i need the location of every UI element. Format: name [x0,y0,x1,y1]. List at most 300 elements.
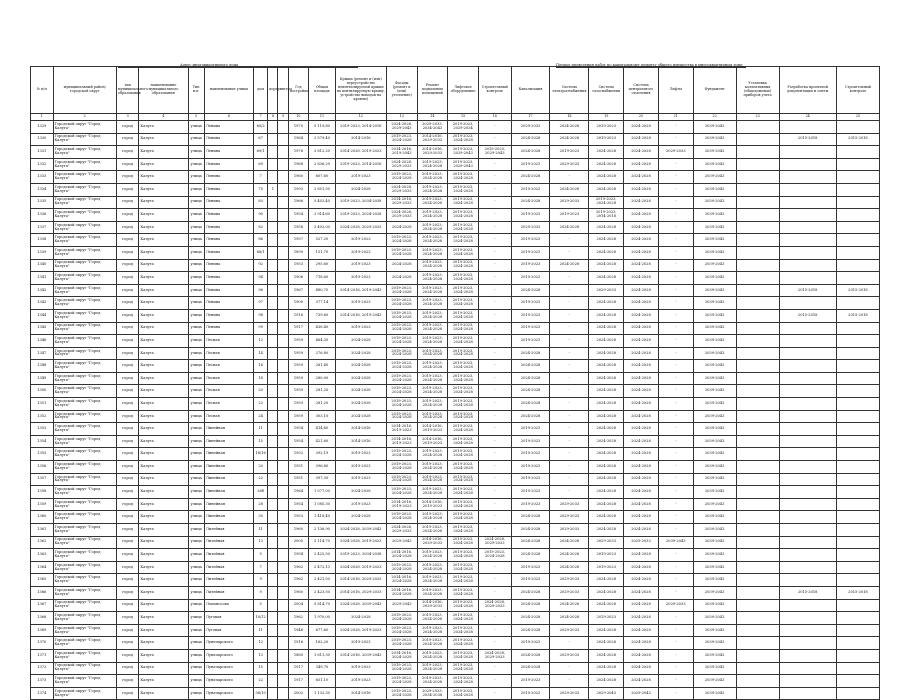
table-row [31,246,880,259]
table-cell: 1351 [31,398,54,411]
table-cell: - [478,309,511,322]
table-cell [736,574,779,587]
table-cell: 2019-2023, 2024-2028 [386,246,417,259]
table-cell: 1361 [31,524,54,537]
table-cell: Ленина [204,183,253,196]
table-cell: 15 [253,435,267,448]
table-cell [278,624,288,637]
table-cell [278,687,288,700]
table-cell [779,196,836,209]
table-cell: 2024-2028 [624,246,659,259]
table-cell [836,335,879,348]
table-cell: 2015-2018 [779,309,836,322]
table-cell: 2024-2028 [589,524,624,537]
column-header: тип муниципального образования [116,67,139,114]
table-cell: Линейная [204,423,253,436]
address-group-label: Адрес многоквартирного дома [180,63,239,67]
table-cell: город [116,624,139,637]
table-row [31,574,880,587]
table-cell: 2 851,50 [309,183,336,196]
table-cell [836,662,879,675]
table-cell: 1 970,00 [309,612,336,625]
table-cell: 2039-2043 [693,435,736,448]
table-cell: - [478,196,511,209]
table-row [31,360,880,373]
table-cell: 2039-2043 [693,297,736,310]
table-cell: 2029-2033 [550,524,589,537]
table-cell [836,246,879,259]
table-cell: 1340 [31,259,54,272]
table-cell [736,599,779,612]
table-cell: Калуга [139,347,188,360]
table-cell: 1372 [31,662,54,675]
table-cell: Калуга [139,675,188,688]
table-cell: 2024-2028 [624,649,659,662]
table-cell: 2024-2028 [386,272,417,285]
table-cell: улица [188,158,204,171]
table-cell [779,297,836,310]
table-cell: 2019-2023, 2024-2028 [448,196,479,209]
table-row [31,473,880,486]
table-cell: - [550,309,589,322]
table-cell: 1337 [31,221,54,234]
table-cell: 2019-2023 [335,448,386,461]
table-cell: 2019-2023, 2024-2028 [448,309,479,322]
table-cell: Калуга [139,461,188,474]
table-cell: Городской округ "Город Калуга" [53,549,116,562]
table-cell: Ленина [204,259,253,272]
table-cell: 22 [253,398,267,411]
table-cell: - [550,272,589,285]
table-cell: Городской округ "Город Калуга" [53,221,116,234]
table-cell [836,209,879,222]
table-cell [278,398,288,411]
table-cell: 2024-2028 [386,221,417,234]
table-cell: 1960 [288,171,308,184]
table-cell: улица [188,121,204,134]
table-cell: улица [188,461,204,474]
table-cell: 2019-2023, 2024-2028 [417,171,448,184]
table-cell: 2019-2023, 2024-2028 [386,687,417,700]
table-cell: 26б [253,486,267,499]
table-cell: 1339 [31,246,54,259]
table-cell: 1962 [288,574,308,587]
table-row [31,272,880,285]
table-cell: 2019-2023, 2024-2028 [417,335,448,348]
table-cell: 2029-2033 [550,196,589,209]
table-cell: - [658,385,693,398]
table-cell: Городской округ "Город Калуга" [53,586,116,599]
table-cell: улица [188,687,204,700]
table-cell: город [116,511,139,524]
table-cell [268,322,278,335]
table-cell: 2024-2028 [335,335,386,348]
table-cell: Калуга [139,599,188,612]
table-cell: 2024-2028 [624,511,659,524]
table-cell: Городской округ "Город Калуга" [53,335,116,348]
table-cell: 2024-2028 [511,146,550,159]
table-cell: 2019-2023, 2024-2028 [448,574,479,587]
table-cell: 2019-2023, 2024-2028 [386,297,417,310]
table-cell: - [478,272,511,285]
table-cell [278,461,288,474]
table-cell: 2019-2023 [335,675,386,688]
table-cell: Калуга [139,473,188,486]
table-cell: 2024-2028 [624,372,659,385]
table-cell [779,675,836,688]
table-cell: 2029-2033 [589,536,624,549]
table-cell: 2014-2016, 2029-2033 [417,536,448,549]
table-cell: - [658,246,693,259]
table-cell: 1338 [31,234,54,247]
table-row [31,599,880,612]
table-cell: 2024-2028 [511,196,550,209]
table-cell: Литейная [204,574,253,587]
table-cell [836,675,879,688]
table-cell: 2019-2023, 2024-2028 [448,272,479,285]
table-cell: 2019-2023, 2024-2028 [448,662,479,675]
table-row [31,347,880,360]
table-cell: - [478,284,511,297]
column-number: 20 [624,114,659,121]
table-cell: - [658,448,693,461]
table-cell: 2024-2028 [589,360,624,373]
table-cell: 1960 [288,586,308,599]
table-cell [836,637,879,650]
table-cell: Калуга [139,498,188,511]
table-cell [836,360,879,373]
table-cell: 2024-2028 [335,360,386,373]
table-cell: 2024-2028 [511,524,550,537]
table-cell [278,448,288,461]
table-cell: Литейная [204,524,253,537]
table-cell: 2024-2028, 2029-2033 [386,524,417,537]
table-cell: 2019-2023, 2024-2028 [448,498,479,511]
column-header: дом [253,67,267,114]
table-cell: Линейная [204,435,253,448]
table-cell [268,461,278,474]
table-cell: Калуга [139,423,188,436]
column-header: Фасады (ремонт и (или) утепление) [386,67,417,114]
table-cell: улица [188,524,204,537]
table-cell: 86 [253,234,267,247]
table-cell [278,171,288,184]
table-row [31,536,880,549]
table-cell: Ленина [204,246,253,259]
table-cell [268,410,278,423]
table-cell [278,360,288,373]
table-cell [836,511,879,524]
table-cell: Городской округ "Город Калуга" [53,196,116,209]
table-cell: 2029-2033 [589,284,624,297]
table-cell: 2019-2023, 2024-2028 [386,637,417,650]
table-cell: 2039-2043 [693,309,736,322]
table-cell: город [116,586,139,599]
table-cell [278,121,288,134]
table-cell: 2039-2043 [693,423,736,436]
table-cell [779,612,836,625]
table-cell: 22 [253,675,267,688]
column-header: наименование муниципального образования [139,67,188,114]
table-cell: 2019-2023, 2024-2028 [386,675,417,688]
table-cell: город [116,385,139,398]
table-cell: 1953 [288,259,308,272]
table-cell: улица [188,398,204,411]
table-cell: 2019-2023 [550,209,589,222]
table-cell: - [550,398,589,411]
table-cell: Лесная [204,335,253,348]
table-cell: 162,20 [309,637,336,650]
table-row [31,549,880,562]
table-row [31,637,880,650]
table-cell: город [116,335,139,348]
table-cell: 2024-2028, 2029-2033 [478,536,511,549]
table-cell [268,335,278,348]
table-cell [736,398,779,411]
table-cell: 2024-2028 [624,561,659,574]
table-cell [779,272,836,285]
table-cell: 1916 [288,309,308,322]
table-cell: - [658,284,693,297]
column-header: наименование улицы [204,67,253,114]
table-cell: 2029-2033 [550,687,589,700]
table-cell [836,146,879,159]
table-cell [278,196,288,209]
table-cell [268,234,278,247]
table-cell [278,183,288,196]
table-cell: 2019-2023, 2024-2028 [448,398,479,411]
table-cell: 11 [253,423,267,436]
table-cell: Ленина [204,158,253,171]
table-cell: 2019-2023 [511,183,550,196]
table-cell: 2 472,13 [309,561,336,574]
table-cell [736,309,779,322]
table-cell: Калуга [139,385,188,398]
table-cell: 22 [253,473,267,486]
table-cell: Калуга [139,259,188,272]
table-cell: 2029-2033 [550,511,589,524]
table-cell: 2024-2028 [589,234,624,247]
table-cell: город [116,209,139,222]
table-cell: 2019-2023 [511,498,550,511]
table-cell: 2019-2023 [335,461,386,474]
table-cell: 2014-2016, 2019-2023 [386,423,417,436]
table-cell: 2014-2016, 2029-2033 [417,146,448,159]
table-cell: город [116,410,139,423]
table-cell [268,385,278,398]
table-cell [268,284,278,297]
table-cell: 2024-2028, 2019-2023 [335,536,386,549]
table-cell: улица [188,221,204,234]
table-cell: 1954 [288,423,308,436]
table-cell [779,322,836,335]
table-cell [736,246,779,259]
table-cell: - [658,435,693,448]
table-cell: Калуга [139,448,188,461]
table-cell: 1970 [288,121,308,134]
table-cell [268,637,278,650]
table-cell: 2019-2023 [335,259,386,272]
table-cell: 349,70 [309,662,336,675]
table-cell: - [658,624,693,637]
table-cell: 2039-2043 [693,612,736,625]
table-cell: Ленина [204,196,253,209]
table-cell: 607,60 [309,171,336,184]
table-cell [779,561,836,574]
table-cell [736,209,779,222]
header-row [31,67,880,114]
table-cell: 2019-2023, 2024-2028 [386,360,417,373]
table-cell: 2019-2023, 2024-2028 [386,309,417,322]
table-cell: 2019-2023, 2024-2028 [417,612,448,625]
table-cell: 2019-2023 [511,448,550,461]
table-cell: - [550,360,589,373]
table-cell: - [550,448,589,461]
table-cell: 1 077,00 [309,486,336,499]
table-cell: 2024-2028 [589,498,624,511]
table-cell: 1353 [31,423,54,436]
table-cell: 2039-2043 [693,335,736,348]
table-cell [779,335,836,348]
table-cell: - [658,398,693,411]
column-header: Лифты [658,67,693,114]
table-cell [836,322,879,335]
table-cell: 2019-2023, 2024-2028 [448,221,479,234]
table-cell: - [478,448,511,461]
table-cell: Городской округ "Город Калуга" [53,461,116,474]
table-cell: Городской округ "Город Калуга" [53,675,116,688]
table-cell: Луговая [204,624,253,637]
table-cell: Линейная [204,498,253,511]
table-cell: 2015-2018 [836,309,879,322]
table-cell: 2019-2023, 2024-2028 [478,549,511,562]
table-cell: 281,20 [309,385,336,398]
table-cell: - [658,297,693,310]
table-cell: 2039-2043 [693,461,736,474]
table-cell: 2019-2023, 2024-2028 [417,586,448,599]
table-cell: 280,00 [309,372,336,385]
table-cell: улица [188,498,204,511]
column-number: 3 [116,114,139,121]
table-cell [836,272,879,285]
table-cell: 75 [253,183,267,196]
table-cell: 2019-2023, 2024-2028 [448,687,479,700]
table-cell: 2024-2028 [511,347,550,360]
table-row [31,234,880,247]
table-cell: 1358 [31,486,54,499]
table-cell [779,498,836,511]
table-cell: улица [188,246,204,259]
table-cell [736,322,779,335]
table-cell: 2039-2043 [693,209,736,222]
column-number: 13 [386,114,417,121]
table-cell: 2019-2023, 2024-2028 [448,675,479,688]
table-cell [736,385,779,398]
table-cell [268,221,278,234]
table-cell [779,574,836,587]
table-cell: Лесная [204,398,253,411]
table-cell: 2014-2016, 2029-2033 [335,574,386,587]
table-cell: улица [188,473,204,486]
table-cell: 2019-2023, 2024-2028 [417,297,448,310]
table-cell: - [478,624,511,637]
table-cell: 2024-2028 [589,448,624,461]
table-cell: город [116,360,139,373]
table-cell: 2014-2016, 2024-2028 [386,649,417,662]
table-cell [779,385,836,398]
table-cell: 2019-2023 [511,486,550,499]
column-number: 17 [511,114,550,121]
table-cell: 2024-2028 [335,385,386,398]
table-cell: город [116,486,139,499]
table-cell: 2019-2023, 2024-2028 [417,209,448,222]
column-header: Общая площадь [309,67,336,114]
table-cell: 2019-2023, 2024-2028 [386,561,417,574]
table-cell: 1348 [31,360,54,373]
table-cell: улица [188,435,204,448]
table-cell [736,221,779,234]
table-cell: 1 418,40 [309,511,336,524]
table-cell [268,486,278,499]
table-cell: 60/2 [253,121,267,134]
table-cell: - [658,221,693,234]
table-cell [779,410,836,423]
table-cell: 2024-2028, 2029-2033 [386,209,417,222]
table-cell: 2014-2016 [335,423,386,436]
table-cell: 2019-2023 [511,574,550,587]
table-cell: 2019-2023, 2024-2028 [386,461,417,474]
table-cell: улица [188,586,204,599]
table-cell: Городской округ "Город Калуга" [53,687,116,700]
table-cell: 2019-2023 [335,171,386,184]
table-cell: 94 [253,272,267,285]
column-number: 6 [204,114,253,121]
table-cell [278,297,288,310]
table-row [31,335,880,348]
table-cell: 2019-2023, 2024-2028 [448,297,479,310]
table-cell: город [116,448,139,461]
table-cell: - [550,637,589,650]
table-cell: 2 579,40 [309,133,336,146]
table-cell: 527,20 [309,234,336,247]
table-cell: 83 [253,196,267,209]
table-cell [779,221,836,234]
table-cell: улица [188,574,204,587]
table-cell: 2024-2028 [589,486,624,499]
table-cell: 2024-2028 [589,423,624,436]
table-cell: 2019-2023, 2024-2028 [417,574,448,587]
table-cell: 2039-2043 [693,133,736,146]
table-cell [736,687,779,700]
table-cell: 2024-2028, 2039-2043 [335,524,386,537]
table-cell: Городской округ "Город Калуга" [53,209,116,222]
table-cell: 2029-2043 [386,599,417,612]
table-cell [268,687,278,700]
table-cell: 1367 [31,599,54,612]
table-cell: 7 [253,561,267,574]
table-cell: 2024-2028 [589,398,624,411]
table-cell: 1994 [288,549,308,562]
table-cell: 2019-2023, 2024-2028 [448,410,479,423]
table-cell [278,599,288,612]
table-cell: 2039-2043 [693,599,736,612]
table-cell: 2014-2016, 2019-2023 [386,498,417,511]
table-cell [278,410,288,423]
table-cell: Городской округ "Город Калуга" [53,133,116,146]
table-cell [268,448,278,461]
table-cell: - [478,662,511,675]
table-cell: Городской округ "Город Калуга" [53,561,116,574]
